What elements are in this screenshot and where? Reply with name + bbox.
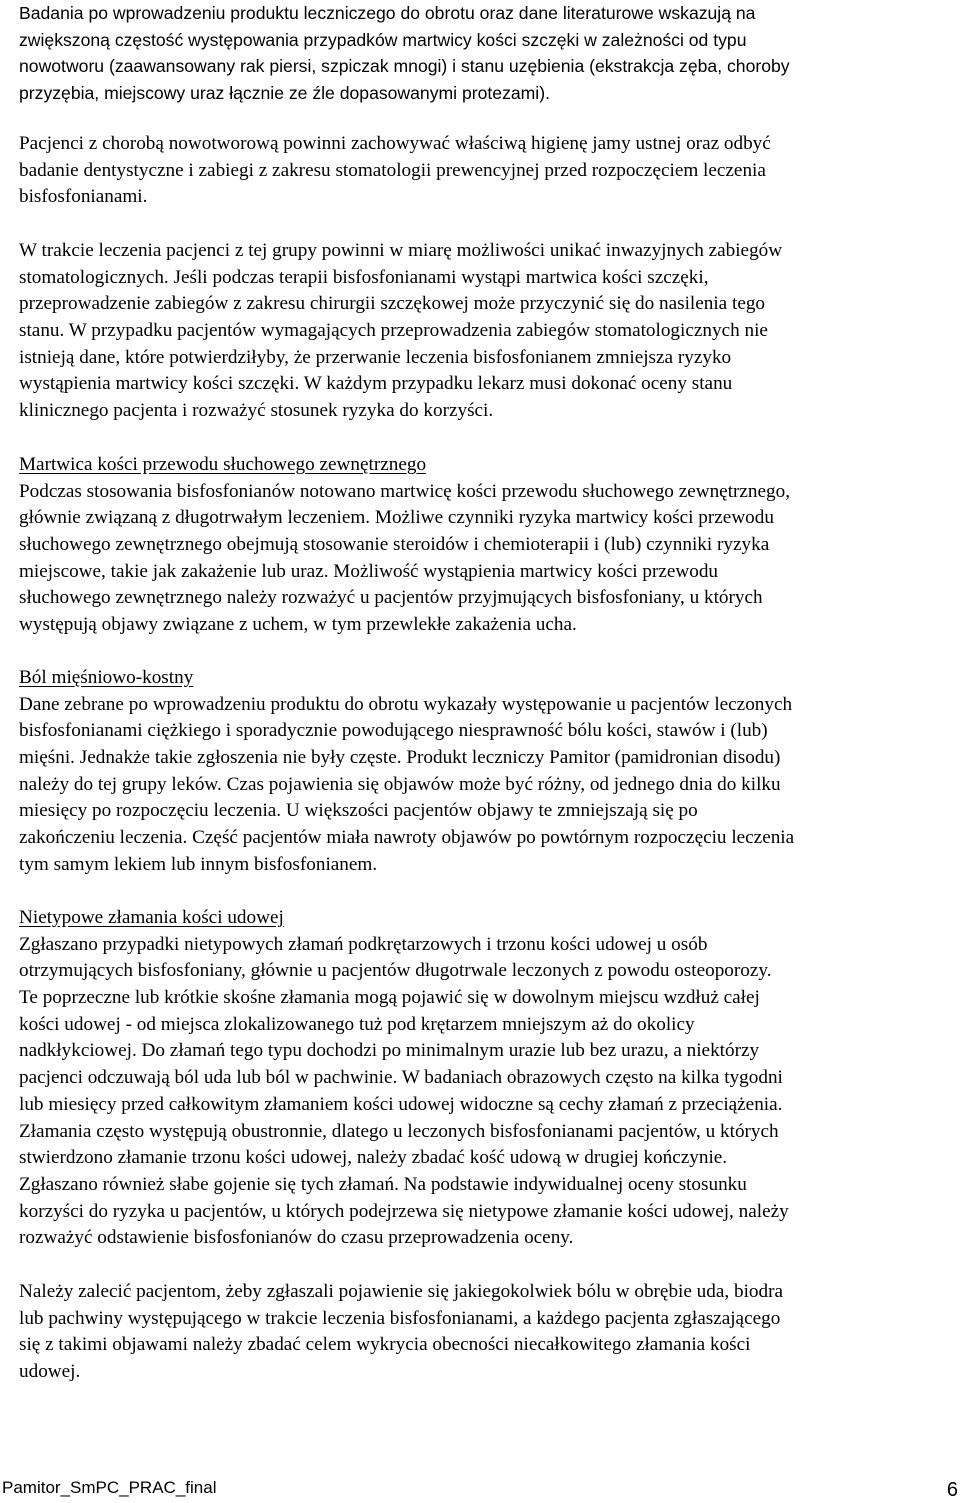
paragraph-patient-advice xyxy=(19,1279,783,1386)
text-line: Należy zalecić pacjentom, żeby zgłaszali pojawienie się jakiegokolwiek bólu w obrębie uda, biodra xyxy=(19,1281,783,1302)
paragraph-invasive-procedures xyxy=(19,238,782,425)
paragraph-oral-hygiene xyxy=(19,131,771,211)
text-line: stwierdzono złamanie trzonu kości udowej, należy zbadać kość udową w drugiej kończynie. xyxy=(19,1147,728,1169)
text-line: występują objawy związane z uchem, w tym przewlekłe zakażenia ucha. xyxy=(19,614,577,636)
text-line: Zgłaszano również słabe gojenie się tych złamań. Na podstawie indywidualnej oceny stosunku xyxy=(19,1173,747,1195)
section-ear-canal-osteonecrosis xyxy=(19,452,790,639)
section-heading: Ból mięśniowo-kostny xyxy=(19,667,194,688)
text-line: miejscowe, takie jak zakażenie lub uraz. Możliwość wystąpienia martwicy kości przewodu xyxy=(19,560,719,582)
text-line: miesięcy po rozpoczęciu leczenia. U większości pacjentów objawy te zmniejszają się po xyxy=(19,800,698,822)
text-line: otrzymujących bisfosfoniany, głównie u pacjentów długotrwale leczonych z powodu osteoporozy. xyxy=(19,960,772,982)
text-line: klinicznego pacjenta i rozważyć stosunek ryzyka do korzyści. xyxy=(19,400,494,422)
text-line: udowej. xyxy=(19,1361,81,1383)
text-line: należy do tej grupy leków. Czas pojawienia się objawów może być różny, od jednego dnia do kilku xyxy=(19,773,781,795)
text-line: nadkłykciowej. Do złamań tego typu dochodzi po minimalnym urazie lub bez urazu, a niektórzy xyxy=(19,1040,760,1062)
text-line: zwiększoną częstość występowania przypadków martwicy kości szczęki w zależności od typu xyxy=(19,29,747,50)
text-line: zakończeniu leczenia. Część pacjentów miała nawroty objawów po powtórnym rozpoczęciu leczenia xyxy=(19,827,795,849)
text-line: wystąpienia martwicy kości szczęki. W każdym przypadku lekarz musi dokonać oceny stanu xyxy=(19,373,733,395)
text-line: Zgłaszano przypadki nietypowych złamań podkrętarzowych i trzonu kości udowej u osób xyxy=(19,933,708,955)
section-musculoskeletal-pain xyxy=(19,665,794,879)
text-line: Dane zebrane po wprowadzeniu produktu do obrotu wykazały występowanie u pacjentów leczonych xyxy=(19,693,793,715)
section-atypical-femur-fractures xyxy=(19,905,789,1252)
text-line: lub pachwiny występującego w trakcie leczenia bisfosfonianami, a każdego pacjenta zgłaszającego xyxy=(19,1307,781,1329)
text-line: bisfosfonianami ciężkiego i sporadycznie powodującego niesprawność bólu kości, stawów i (lub) xyxy=(19,720,768,742)
text-line: rozważyć odstawienie bisfosfonianów do czasu przeprowadzenia oceny. xyxy=(19,1227,574,1249)
text-line: Pacjenci z chorobą nowotworową powinni zachowywać właściwą higienę jamy ustnej oraz odbyć xyxy=(19,133,771,154)
section-heading: Nietypowe złamania kości udowej xyxy=(19,907,284,928)
text-line: stanu. W przypadku pacjentów wymagających przeprowadzenia zabiegów stomatologicznych nie xyxy=(19,320,768,342)
text-line: korzyści do ryzyka u pacjentów, u których podejrzewa się nietypowe złamanie kości udowej, należy xyxy=(19,1200,789,1222)
text-line: stomatologicznych. Jeśli podczas terapii bisfosfonianami wystąpi martwica kości szczęki, xyxy=(19,266,709,288)
text-line: Podczas stosowania bisfosfonianów notowano martwicę kości przewodu słuchowego zewnętrznego, xyxy=(19,480,791,502)
text-line: Badania po wprowadzeniu produktu leczniczego do obrotu oraz dane literaturowe wskazują na xyxy=(19,3,756,23)
text-line: słuchowego zewnętrznego obejmują stosowanie steroidów i chemioterapii i (lub) czynniki ryzyka xyxy=(19,534,770,556)
text-line: badanie dentystyczne i zabiegi z zakresu stomatologii prewencyjnej przed rozpoczęciem leczenia xyxy=(19,159,766,181)
footer-document-id: Pamitor_SmPC_PRAC_final xyxy=(2,1478,217,1497)
text-line: kości udowej - od miejsca zlokalizowanego tuż pod krętarzem mniejszym aż do okolicy xyxy=(19,1013,695,1035)
section-heading: Martwica kości przewodu słuchowego zewnętrznego xyxy=(19,454,427,475)
text-line: słuchowego zewnętrznego należy rozważyć u pacjentów przyjmujących bisfosfoniany, u których xyxy=(19,587,763,609)
text-line: istnieją dane, które potwierdziłyby, że przerwanie leczenia bisfosfonianem zmniejsza ryzyko xyxy=(19,346,732,368)
text-line: bisfosfonianami. xyxy=(19,186,148,208)
text-line: przeprowadzenie zabiegów z zakresu chirurgii szczękowej może przyczynić się do nasilenia tego xyxy=(19,293,766,315)
paragraph-jaw-osteonecrosis-risk xyxy=(19,0,790,107)
text-line: nowotworu (zaawansowany rak piersi, szpiczak mnogi) i stanu uzębienia (ekstrakcja zęba, choroby xyxy=(19,56,790,77)
text-line: głównie związaną z długotrwałym leczeniem. Możliwe czynniki ryzyka martwicy kości przewodu xyxy=(19,507,774,529)
text-line: mięśni. Jednakże takie zgłoszenia nie były częste. Produkt leczniczy Pamitor (pamidronian disodu) xyxy=(19,747,781,769)
text-line: tym samym lekiem lub innym bisfosfonianem. xyxy=(19,853,378,875)
text-line: przyzębia, miejscowy uraz łącznie ze źle dopasowanymi protezami). xyxy=(19,83,550,104)
text-line: lub miesięcy przed całkowitym złamaniem kości udowej widoczne są cechy złamań z przeciążenia. xyxy=(19,1093,783,1115)
footer-page-number: 6 xyxy=(946,1479,958,1501)
text-line: się z takimi objawami należy zbadać celem wykrycia obecności niecałkowitego złamania kości xyxy=(19,1334,751,1356)
text-line: Złamania często występują obustronnie, dlatego u leczonych bisfosfonianami pacjentów, u których xyxy=(19,1120,779,1142)
text-line: pacjenci odczuwają ból uda lub ból w pachwinie. W badaniach obrazowych często na kilka tygodni xyxy=(19,1067,783,1089)
text-line: W trakcie leczenia pacjenci z tej grupy powinni w miarę możliwości unikać inwazyjnych zabiegów xyxy=(19,240,783,261)
text-line: Te poprzeczne lub krótkie skośne złamania mogą pojawić się w dowolnym miejscu wzdłuż całej xyxy=(19,987,760,1009)
